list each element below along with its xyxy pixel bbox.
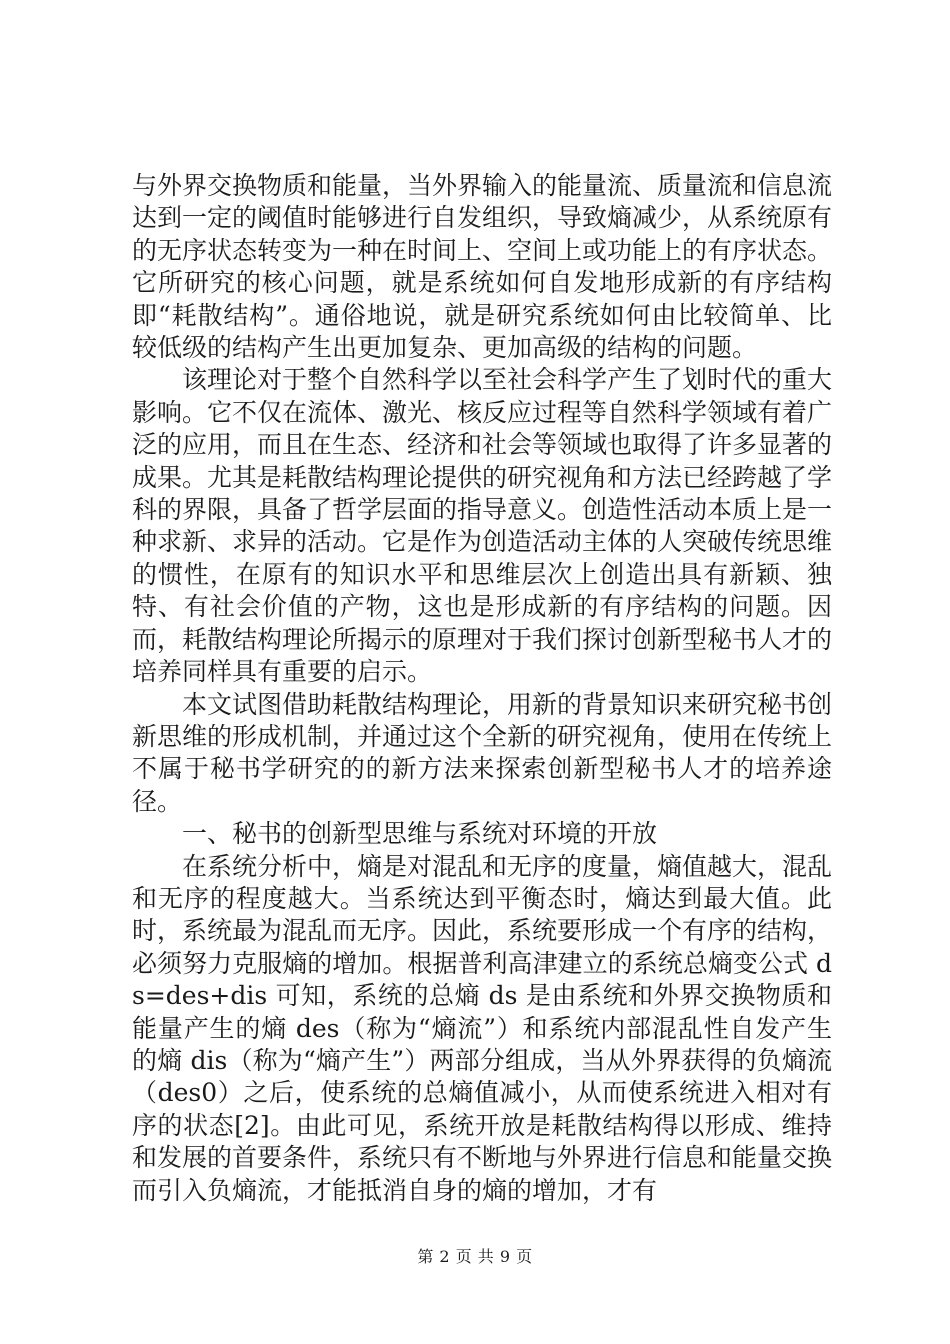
paragraph-4: 在系统分析中，熵是对混乱和无序的度量，熵值越大，混乱和无序的程度越大。当系统达到平衡态时，熵达到最大值。此时，系统最为混乱而无序。因此，系统要形成一个有序的结构，必须努力克服熵的增加。根据普利高津建立的系统总熵变公式 ds=des+dis 可知，系统的总熵 ds 是由系统和外界交换物质和能量产生的熵 des（称为“熵流”）和系统内部混乱性自发产生的熵 dis（称为“熵产生”）两部分组成，当从外界获得的负熵流（des0）之后，使系统的总熵值减小，从而使系统进入相对有序的状态[2]。由此可见，系统开放是耗散结构得以形成、维持和发展的首要条件，系统只有不断地与外界进行信息和能量交换而引入负熵流，才能抵消自身的熵的增加，才有 [132,851,833,1205]
paragraph-1: 与外界交换物质和能量，当外界输入的能量流、质量流和信息流达到一定的阈值时能够进行自发组织，导致熵减少，从系统原有的无序状态转变为一种在时间上、空间上或功能上的有序状态。它所研究的核心问题，就是系统如何自发地形成新的有序结构即“耗散结构”。通俗地说，就是研究系统如何由比较简单、比较低级的结构产生出更加复杂、更加高级的结构的问题。 [132,171,833,363]
paragraph-2: 该理论对于整个自然科学以至社会科学产生了划时代的重大影响。它不仅在流体、激光、核反应过程等自然科学领域有着广泛的应用，而且在生态、经济和社会等领域也取得了许多显著的成果。尤其是耗散结构理论提供的研究视角和方法已经跨越了学科的界限，具备了哲学层面的指导意义。创造性活动本质上是一种求新、求异的活动。它是作为创造活动主体的人突破传统思维的惯性，在原有的知识水平和思维层次上创造出具有新颖、独特、有社会价值的产物，这也是形成新的有序结构的问题。因而，耗散结构理论所揭示的原理对于我们探讨创新型秘书人才的培养同样具有重要的启示。 [132,365,833,687]
page-number-footer: 第 2 页 共 9 页 [417,1247,533,1266]
paragraph-3: 本文试图借助耗散结构理论，用新的背景知识来研究秘书创新思维的形成机制，并通过这个全新的研究视角，使用在传统上不属于秘书学研究的的新方法来探索创新型秘书人才的培养途径。 [132,689,833,816]
section-heading: 一、秘书的创新型思维与系统对环境的开放 [182,819,658,849]
document-body [132,170,832,1207]
